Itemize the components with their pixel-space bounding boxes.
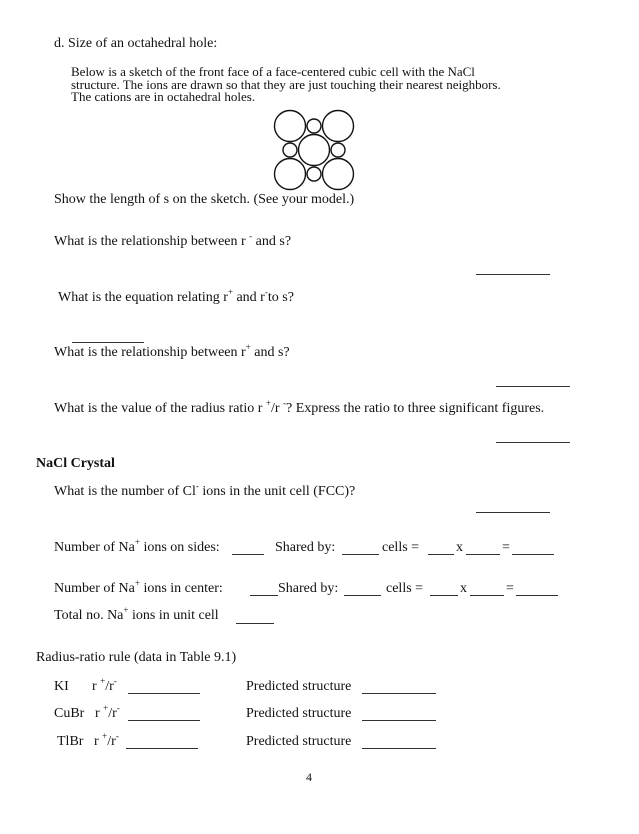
answer-blank[interactable] — [476, 512, 550, 513]
answer-blank[interactable] — [466, 554, 500, 555]
anion-circle — [275, 159, 306, 190]
predicted-structure-label: Predicted structure — [246, 679, 352, 694]
answer-blank[interactable] — [470, 595, 504, 596]
times-sign: x — [456, 540, 463, 555]
na-center-label: Number of Na+ ions in center: — [54, 578, 223, 596]
answer-blank[interactable] — [362, 748, 436, 749]
equals-sign: = — [506, 581, 514, 596]
answer-blank[interactable] — [496, 386, 570, 387]
nacl-heading: NaCl Crystal — [36, 456, 115, 471]
answer-blank[interactable] — [428, 554, 454, 555]
question-relationship-r-minus: What is the relationship between r - and s? — [54, 231, 292, 249]
compound-label: CuBr — [54, 706, 85, 721]
cation-circle — [307, 167, 321, 181]
anion-circle — [323, 159, 354, 190]
answer-blank[interactable] — [362, 720, 436, 721]
answer-blank[interactable] — [250, 595, 278, 596]
answer-blank[interactable] — [342, 554, 379, 555]
section-d-heading: d. Size of an octahedral hole: — [54, 36, 218, 51]
question-equation: What is the equation relating r+ and r-to s? — [58, 287, 294, 305]
predicted-structure-label: Predicted structure — [246, 734, 352, 749]
shared-by-label: Shared by: — [275, 540, 336, 555]
answer-blank[interactable] — [72, 342, 144, 343]
question-radius-ratio: What is the value of the radius ratio r +/r -? Express the ratio to three significant figures. — [54, 398, 545, 416]
answer-blank[interactable] — [232, 554, 264, 555]
question-relationship-r-plus: What is the relationship between r+ and s? — [54, 342, 290, 360]
total-na-label: Total no. Na+ ions in unit cell — [54, 605, 219, 623]
answer-blank[interactable] — [496, 442, 570, 443]
page-number: 4 — [306, 770, 312, 784]
cells-equals-label: cells = — [382, 540, 420, 555]
anion-circle — [323, 111, 354, 142]
answer-blank[interactable] — [430, 595, 458, 596]
answer-blank[interactable] — [128, 720, 200, 721]
ratio-label: r +/r- — [94, 731, 119, 749]
ratio-label: r +/r- — [92, 676, 117, 694]
ratio-label: r +/r- — [95, 703, 120, 721]
fcc-face-sketch — [266, 106, 362, 194]
answer-blank[interactable] — [128, 693, 200, 694]
cells-equals-label: cells = — [386, 581, 424, 596]
anion-circle — [299, 135, 330, 166]
shared-by-label: Shared by: — [278, 581, 339, 596]
answer-blank[interactable] — [516, 595, 558, 596]
cation-circle — [283, 143, 297, 157]
equals-sign: = — [502, 540, 510, 555]
cation-circle — [307, 119, 321, 133]
cation-circle — [331, 143, 345, 157]
paragraph-line: structure. The ions are drawn so that they are just touching their nearest neighbors. — [71, 76, 501, 92]
paragraph-line: The cations are in octahedral holes. — [71, 89, 256, 104]
answer-blank[interactable] — [512, 554, 554, 555]
paragraph-line: Below is a sketch of the front face of a face-centered cubic cell with the NaCl — [71, 64, 475, 79]
answer-blank[interactable] — [362, 693, 436, 694]
answer-blank[interactable] — [236, 623, 274, 624]
compound-label: KI — [54, 679, 69, 694]
answer-blank[interactable] — [126, 748, 198, 749]
radius-ratio-heading: Radius-ratio rule (data in Table 9.1) — [36, 650, 237, 665]
anion-circle — [275, 111, 306, 142]
question-show-length: Show the length of s on the sketch. (See your model.) — [54, 192, 355, 207]
compound-label: TlBr — [57, 734, 84, 749]
question-cl-count: What is the number of Cl- ions in the unit cell (FCC)? — [54, 481, 356, 499]
na-sides-label: Number of Na+ ions on sides: — [54, 537, 220, 555]
sketch-description — [71, 66, 571, 104]
predicted-structure-label: Predicted structure — [246, 706, 352, 721]
answer-blank[interactable] — [476, 274, 550, 275]
times-sign: x — [460, 581, 467, 596]
answer-blank[interactable] — [344, 595, 381, 596]
